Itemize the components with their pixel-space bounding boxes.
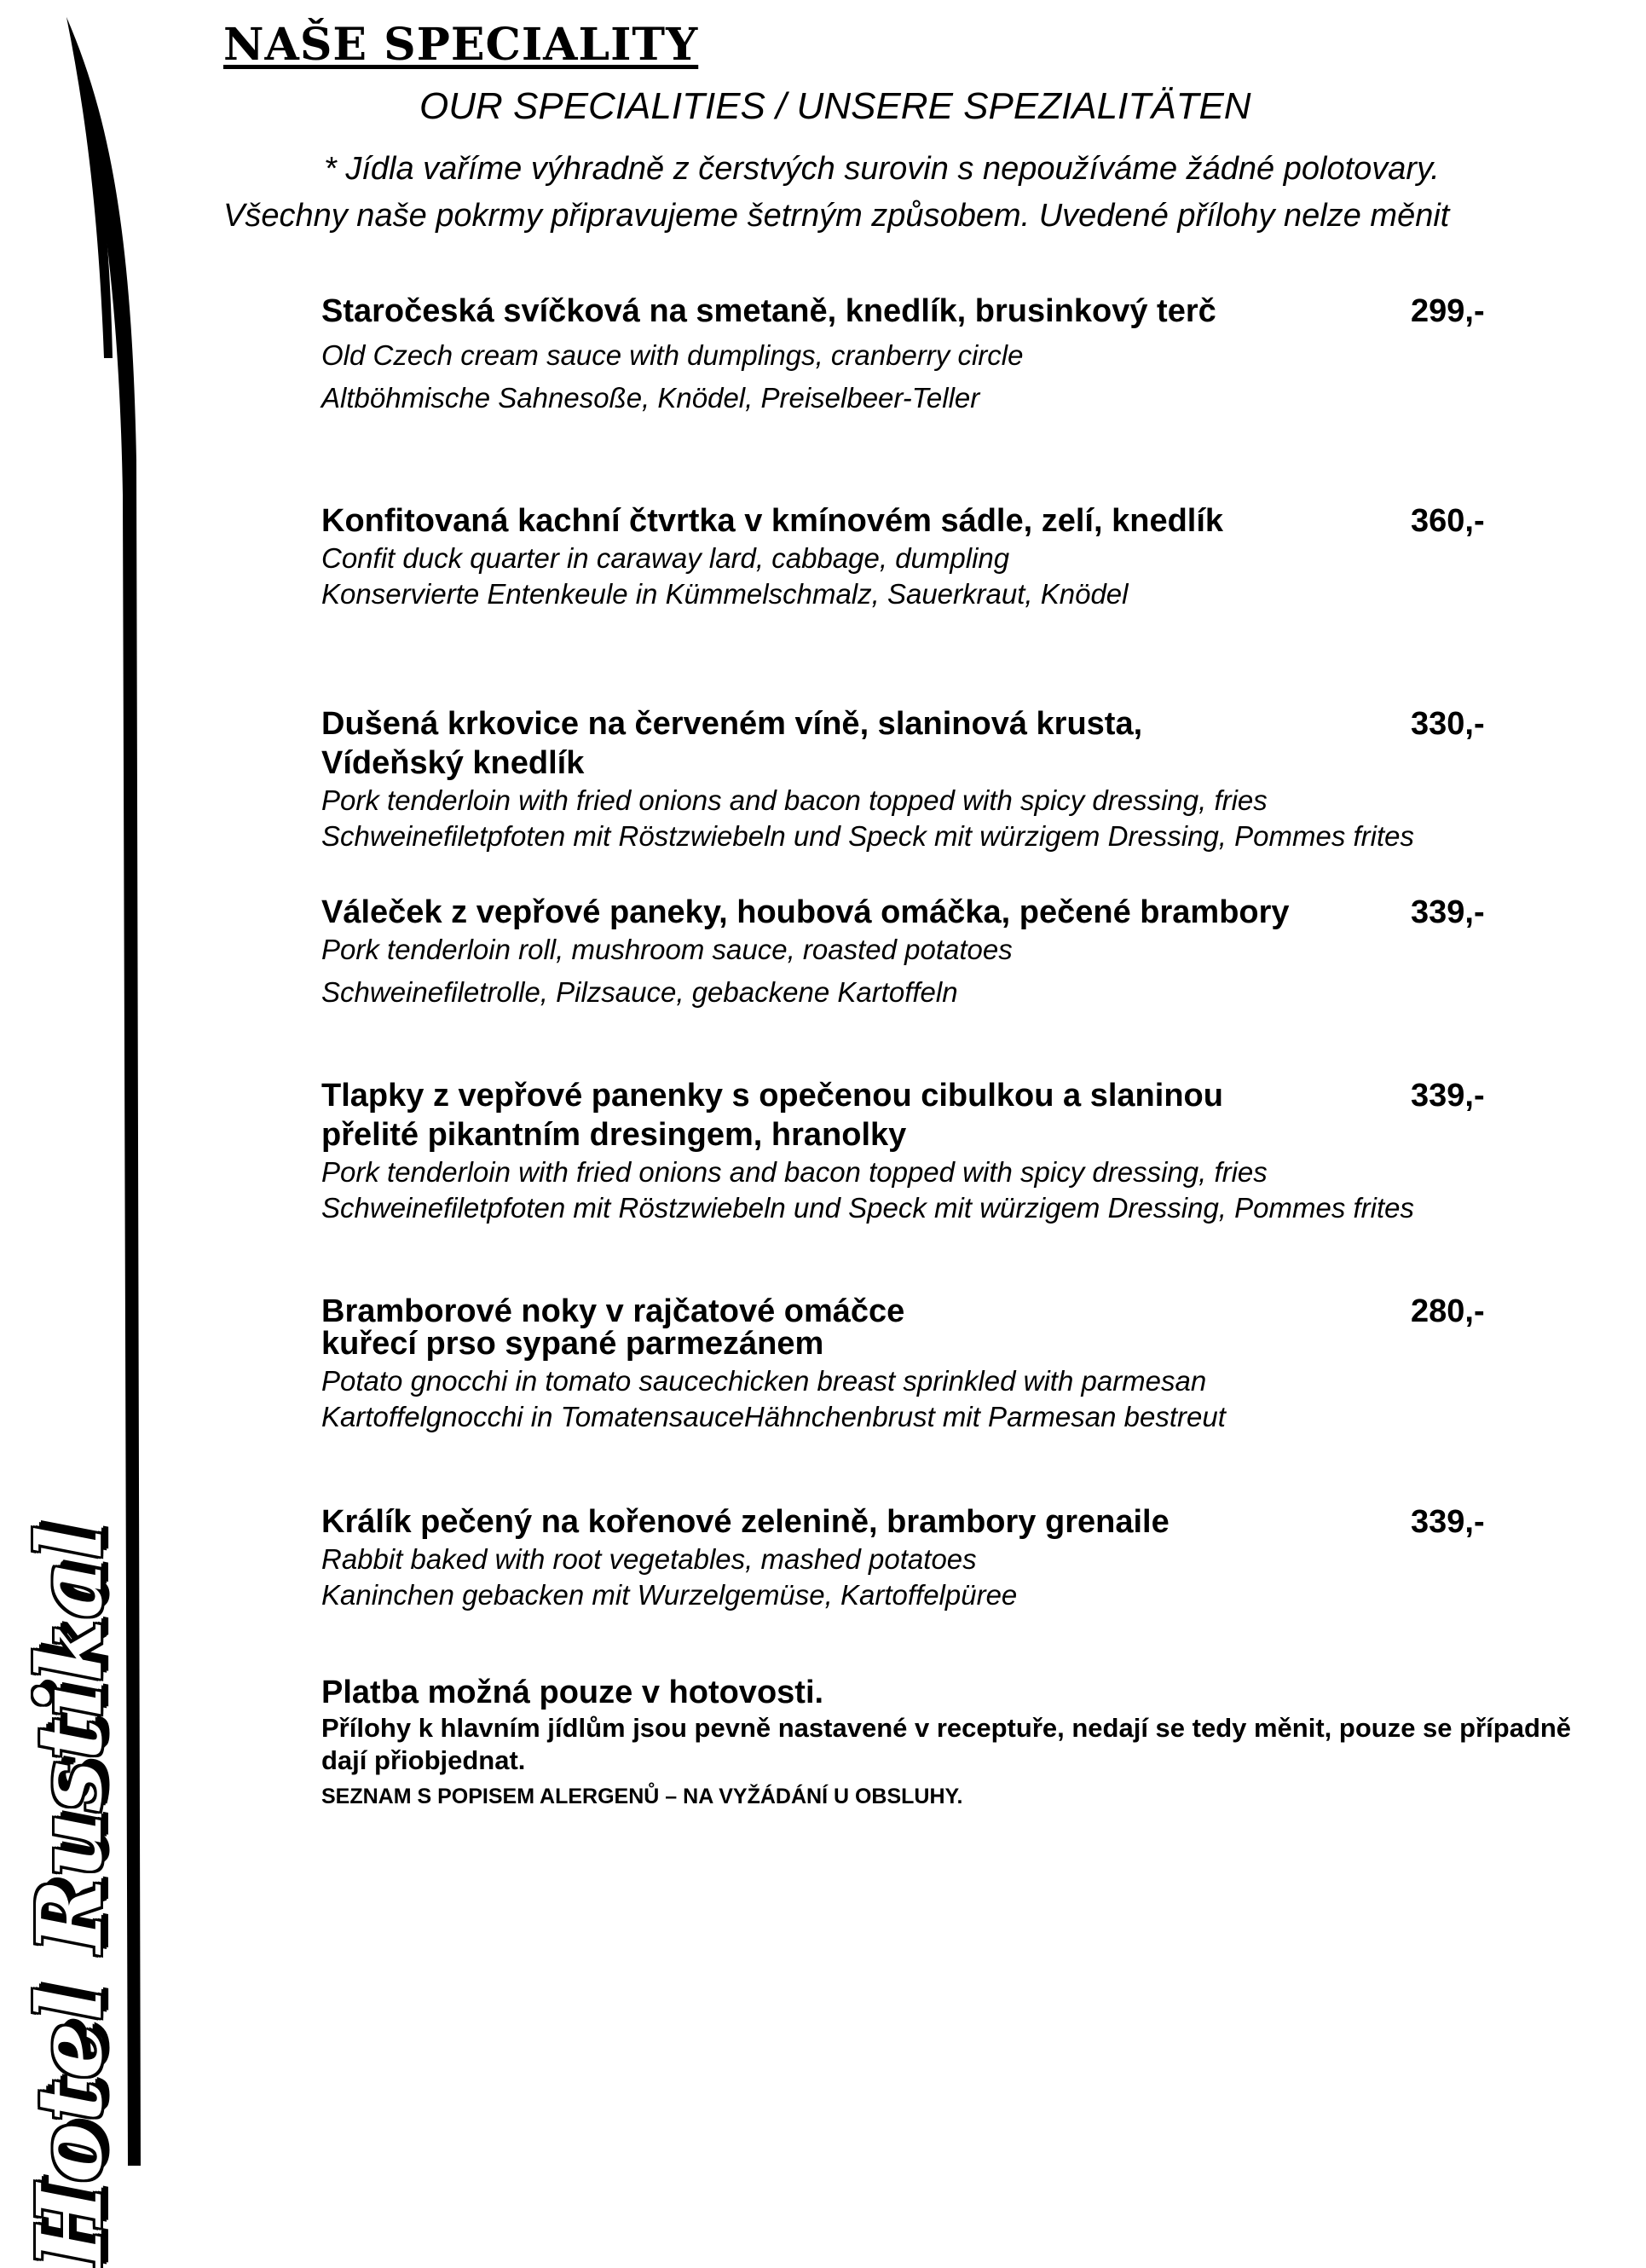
dish-price: 339,- [1411,1504,1485,1540]
menu-item [321,1076,1549,1226]
menu-item [321,292,1549,416]
menu-item [321,1292,1549,1435]
menu-footer [321,1673,1617,1811]
dish-desc-en: Pork tenderloin roll, mushroom sauce, roasted potatoes [321,934,1013,965]
dish-desc-de: Kartoffelgnocchi in TomatensauceHähnchenbrust mit Parmesan bestreut [321,1401,1226,1432]
allergen-note: SEZNAM S POPISEM ALERGENŮ – NA VYŽÁDÁNÍ U OBSLUHY. [321,1785,963,1808]
dish-desc-en: Pork tenderloin with fried onions and bacon topped with spicy dressing, fries [321,784,1268,816]
dish-desc-en: Confit duck quarter in caraway lard, cabbage, dumpling [321,542,1010,574]
dish-name: Konfitovaná kachní čtvrtka v kmínovém sádle, zelí, knedlík [321,503,1224,539]
dish-name-line-2: Vídeňský knedlík [321,745,585,781]
intro-note-line-1: * Jídla vaříme výhradně z čerstvých surovin s nepoužíváme žádné polotovary. [324,151,1440,187]
dish-name: Králík pečený na kořenové zelenině, brambory grenaile [321,1504,1170,1540]
menu-item [321,704,1549,854]
menu-item [321,893,1549,1010]
dish-desc-en: Old Czech cream sauce with dumplings, cranberry circle [321,339,1024,371]
dish-price: 330,- [1411,706,1485,742]
dish-name: Bramborové noky v rajčatové omáčce [321,1293,905,1329]
dish-price: 339,- [1411,894,1485,930]
dish-desc-de: Schweinefiletpfoten mit Röstzwiebeln und Speck mit würzigem Dressing, Pommes frites [321,820,1415,852]
side-dish-note: Přílohy k hlavním jídlům jsou pevně nastavené v receptuře, nedají se tedy měnit, pouze se případně dají přiobjednat. [321,1713,1572,1775]
intro-note-line-2: Všechny naše pokrmy připravujeme šetrným způsobem. Uvedené přílohy nelze měnit [223,198,1450,234]
dish-price: 360,- [1411,503,1485,539]
dish-desc-en: Rabbit baked with root vegetables, mashed potatoes [321,1543,977,1575]
payment-note: Platba možná pouze v hotovosti. [321,1675,824,1710]
dish-name: Staročeská svíčková na smetaně, knedlík, brusinkový terč [321,293,1216,329]
dish-price: 280,- [1411,1293,1485,1329]
page-subtitle: OUR SPECIALITIES / UNSERE SPEZIALITÄTEN [419,85,1251,127]
dish-desc-en: Potato gnocchi in tomato saucechicken breast sprinkled with parmesan [321,1365,1207,1397]
menu-item [321,501,1549,612]
dish-name: Tlapky z vepřové panenky s opečenou cibulkou a slaninou [321,1078,1223,1114]
dish-price: 339,- [1411,1078,1485,1114]
hotel-logo: Hotel Rustikal [17,1524,122,2268]
dish-desc-de: Kaninchen gebacken mit Wurzelgemüse, Kartoffelpüree [321,1579,1018,1611]
dish-name-line-2: kuřecí prso sypané parmezánem [321,1326,824,1362]
page-title: NAŠE SPECIALITY [223,19,699,71]
dish-name-line-2: přelité pikantním dresingem, hranolky [321,1117,907,1153]
dish-name: Váleček z vepřové paneky, houbová omáčka, pečené brambory [321,894,1290,930]
dish-price: 299,- [1411,293,1485,329]
dish-desc-de: Schweinefiletrolle, Pilzsauce, gebackene Kartoffeln [321,976,958,1008]
dish-desc-de: Konservierte Entenkeule in Kümmelschmalz, Sauerkraut, Knödel [321,578,1129,610]
dish-desc-de: Altböhmische Sahnesoße, Knödel, Preiselbeer-Teller [321,382,980,414]
dish-name: Dušená krkovice na červeném víně, slaninová krusta, [321,706,1143,742]
dish-desc-en: Pork tenderloin with fried onions and bacon topped with spicy dressing, fries [321,1156,1268,1188]
menu-item [321,1502,1549,1613]
dish-desc-de: Schweinefiletpfoten mit Röstzwiebeln und Speck mit würzigem Dressing, Pommes frites [321,1192,1415,1224]
